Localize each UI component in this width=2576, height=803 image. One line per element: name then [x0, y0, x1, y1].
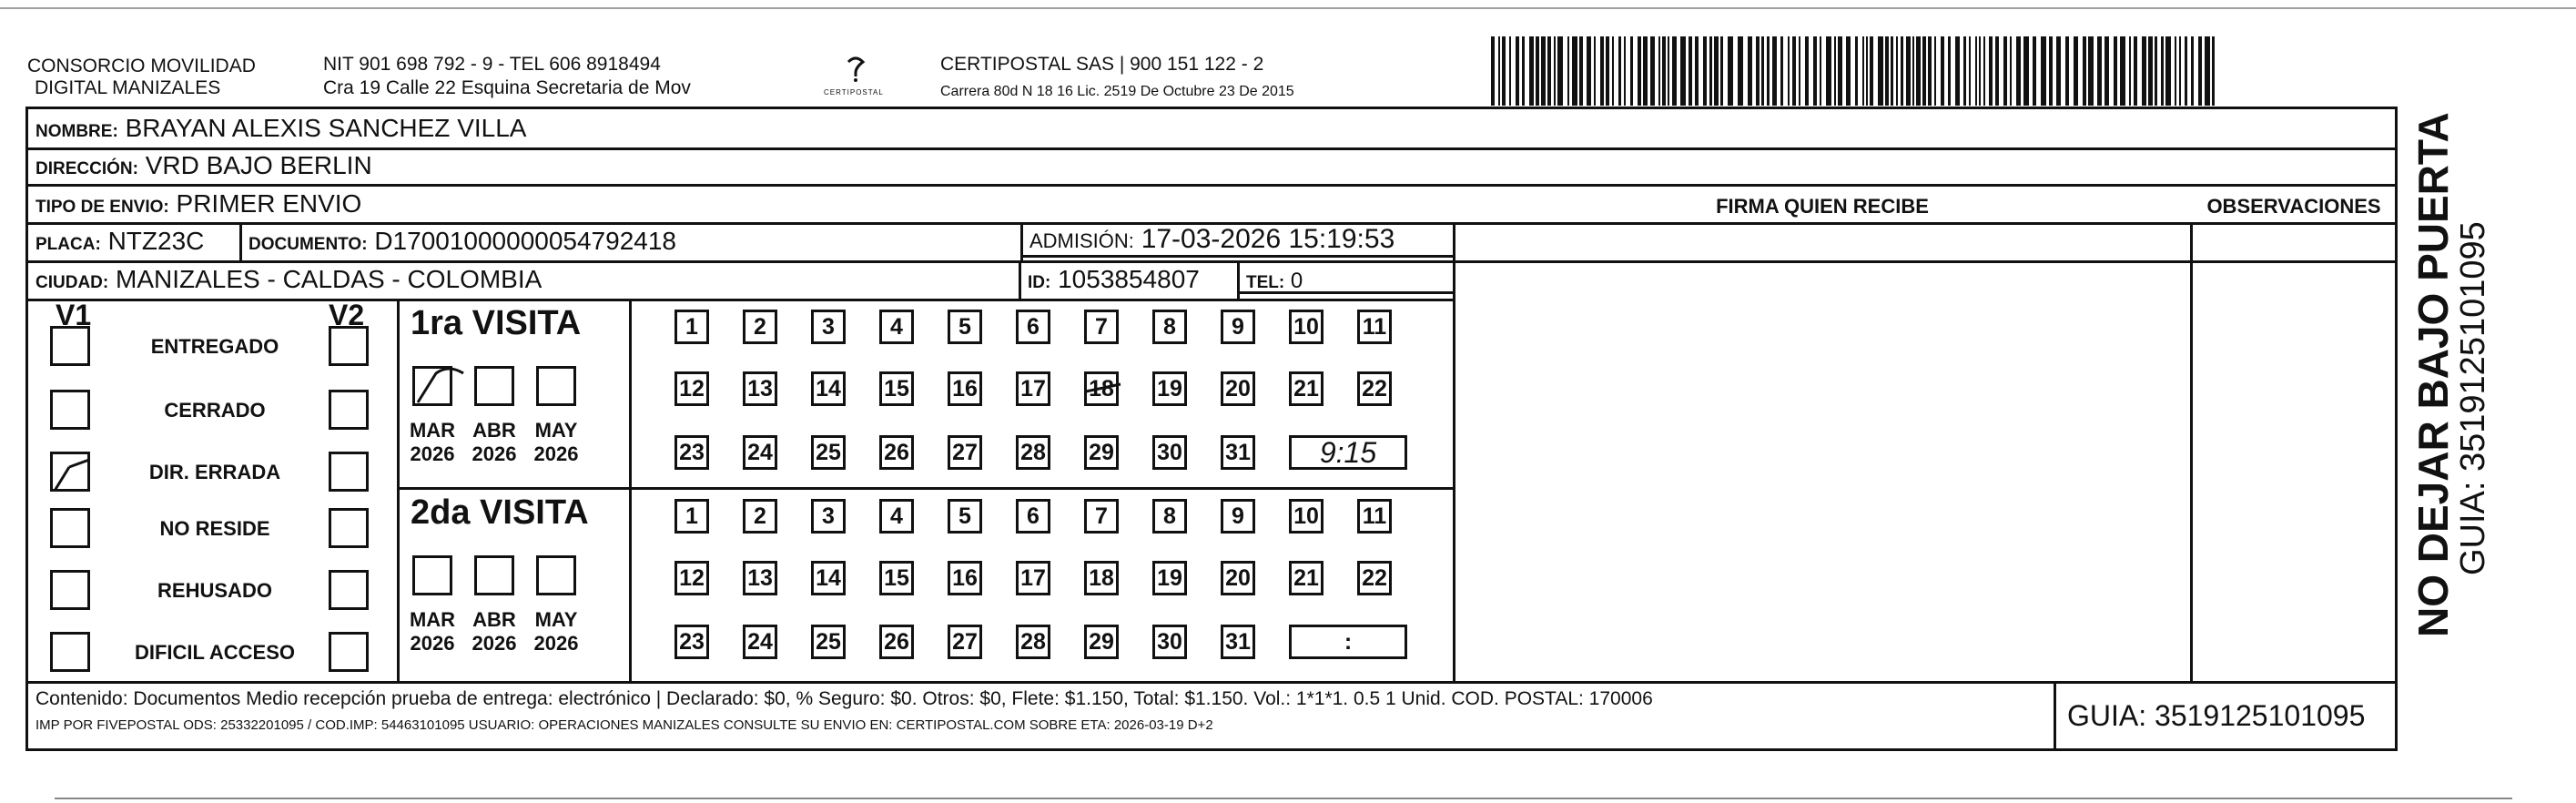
nombre-row	[35, 113, 526, 147]
tipo-value: PRIMER ENVIO	[176, 189, 362, 218]
day-box[interactable]: 26	[879, 435, 914, 470]
day-box[interactable]: 23	[674, 435, 709, 470]
barcode-bar	[2074, 36, 2078, 106]
barcode-bar	[1983, 36, 1985, 106]
day-box[interactable]: 12	[674, 561, 709, 595]
barcode-bar	[1606, 36, 1609, 106]
barcode-bar	[1772, 36, 1777, 106]
day-box[interactable]: 30	[1152, 435, 1187, 470]
status-option-label: DIR. ERRADA	[148, 461, 281, 483]
barcode-bar	[1820, 36, 1821, 106]
v1-header: V1	[56, 299, 92, 331]
barcode-bar	[1862, 36, 1864, 106]
barcode-bar	[2010, 36, 2012, 106]
barcode-bar	[2120, 36, 2125, 106]
v2-checkbox[interactable]	[329, 390, 369, 430]
day-box[interactable]: 18	[1084, 561, 1119, 595]
day-box[interactable]: 20	[1221, 561, 1255, 595]
v1-checkbox[interactable]	[50, 452, 90, 492]
day-box[interactable]: 21	[1289, 561, 1323, 595]
tel-value: 0	[1290, 269, 1303, 293]
barcode-bar	[1813, 36, 1817, 106]
barcode-bar	[2003, 36, 2007, 106]
barcode-bar	[2041, 36, 2046, 106]
month-checkbox[interactable]	[536, 555, 576, 595]
month-year-label	[467, 419, 522, 466]
status-option-label: CERRADO	[164, 399, 266, 422]
day-box[interactable]: 28	[1016, 435, 1050, 470]
barcode-bar	[1948, 36, 1951, 106]
barcode-bar	[1709, 36, 1712, 106]
day-box[interactable]: 27	[948, 435, 982, 470]
barcode-bar	[2033, 36, 2036, 106]
barcode-bar	[1594, 36, 1596, 106]
barcode-bar	[1846, 36, 1851, 106]
side-guia: GUIA: 3519125101095	[2454, 221, 2492, 575]
day-box[interactable]: 6	[1016, 499, 1050, 534]
barcode-bar	[2056, 36, 2061, 106]
barcode-bar	[1916, 36, 1921, 106]
barcode-bar	[1767, 36, 1770, 106]
month-year-label	[405, 608, 460, 656]
month-checkbox[interactable]	[474, 555, 514, 595]
contenido-line: Contenido: Documentos Medio recepción prueba de entrega: electrónico | Declarado: $0, % Seguro: $0. Otros: $0, Flete: $1.150, Total: $1.150. Vol.: 1*1*1. 0.5 1 Unid. COD. POSTAL: 170006	[35, 688, 1653, 709]
year-label: 2026	[410, 632, 455, 655]
month-year-label	[529, 419, 583, 466]
barcode-bar	[1878, 36, 1883, 106]
day-box[interactable]: 16	[948, 561, 982, 595]
barcode-bar	[1989, 36, 1993, 106]
barcode-bar	[1975, 36, 1977, 106]
placa-cell	[35, 226, 204, 260]
barcode-bar	[1896, 36, 1898, 106]
barcode-bar	[1720, 36, 1723, 106]
barcode-bar	[1579, 36, 1583, 106]
observaciones-label: OBSERVACIONES	[2206, 195, 2381, 218]
barcode-bar	[1587, 36, 1591, 106]
documento-value: D17001000000054792418	[374, 227, 676, 255]
tipo-row	[35, 188, 361, 223]
v1-checkbox[interactable]	[50, 632, 90, 672]
check-mark-icon	[53, 454, 93, 494]
second-visit-title: 2da VISITA	[411, 493, 589, 532]
month-year-label	[467, 608, 522, 656]
day-box[interactable]: 28	[1016, 625, 1050, 659]
month-label: MAY	[534, 419, 578, 442]
barcode-bar	[1547, 36, 1551, 106]
barcode-bar	[1658, 36, 1660, 106]
certipostal-line2: Carrera 80d N 18 16 Lic. 2519 De Octubre 23 De 2015	[940, 84, 1294, 99]
day-box[interactable]: 7	[1084, 499, 1119, 534]
barcode-bar	[1906, 36, 1911, 106]
nit-line: NIT 901 698 792 - 9 - TEL 606 8918494	[323, 54, 661, 75]
month-checkbox[interactable]	[474, 366, 514, 406]
day-box[interactable]: 31	[1221, 435, 1255, 470]
v2-checkbox[interactable]	[329, 326, 369, 366]
first-visit-title: 1ra VISITA	[411, 304, 582, 342]
day-box[interactable]: 2	[743, 310, 777, 344]
day-box[interactable]: 4	[879, 499, 914, 534]
barcode-bar	[2198, 36, 2202, 106]
barcode-bar	[1838, 36, 1842, 106]
direccion-label: DIRECCIÓN:	[35, 159, 138, 178]
barcode-bar	[2049, 36, 2053, 106]
barcode-bar	[1885, 36, 1889, 106]
month-label: MAR	[409, 419, 456, 442]
barcode-bar	[2065, 36, 2069, 106]
month-checkbox[interactable]	[536, 366, 576, 406]
barcode-bar	[1618, 36, 1621, 106]
address-line: Cra 19 Calle 22 Esquina Secretaria de Mov	[323, 77, 691, 98]
day-box[interactable]: 8	[1152, 499, 1187, 534]
barcode-bar	[2191, 36, 2194, 106]
barcode-bar	[2155, 36, 2157, 106]
check-mark-icon	[412, 366, 467, 406]
v1-checkbox[interactable]	[50, 390, 90, 430]
day-box[interactable]: 30	[1152, 625, 1187, 659]
barcode-bar	[1536, 36, 1539, 106]
barcode-bar	[2023, 36, 2029, 106]
tel-label: TEL:	[1246, 273, 1285, 292]
day-box[interactable]: 13	[743, 561, 777, 595]
day-box[interactable]: 20	[1221, 371, 1255, 406]
barcode-bar	[1834, 36, 1836, 106]
barcode-bar	[1866, 36, 1868, 106]
month-label: MAY	[534, 608, 578, 631]
barcode-bar	[1792, 36, 1796, 106]
barcode-bar	[2097, 36, 2102, 106]
barcode-bar	[1672, 36, 1677, 106]
barcode-bar	[1955, 36, 1960, 106]
company-name-line2: DIGITAL MANIZALES	[35, 77, 221, 98]
barcode-bar	[1695, 36, 1699, 106]
day-box[interactable]: 24	[743, 435, 777, 470]
day-box[interactable]: 29	[1084, 435, 1119, 470]
day-box[interactable]: 10	[1289, 310, 1323, 344]
day-box[interactable]: 14	[811, 371, 846, 406]
day-box[interactable]: 1	[674, 499, 709, 534]
company-name-line1: CONSORCIO MOVILIDAD	[27, 56, 256, 76]
barcode-bar	[1638, 36, 1641, 106]
day-box[interactable]: 7	[1084, 310, 1119, 344]
day-box[interactable]: 19	[1152, 371, 1187, 406]
day-box[interactable]: 21	[1289, 371, 1323, 406]
barcode-bar	[2205, 36, 2210, 106]
direccion-row	[35, 150, 372, 185]
barcode-bar	[1922, 36, 1926, 106]
barcode-bar	[1680, 36, 1686, 106]
status-option-label: NO RESIDE	[159, 517, 270, 540]
barcode-bar	[1541, 36, 1546, 106]
barcode-bar	[2179, 36, 2181, 106]
no-dejar-warning: NO DEJAR BAJO PUERTA	[2409, 112, 2457, 637]
barcode-bar	[1567, 36, 1569, 106]
v2-checkbox[interactable]	[329, 508, 369, 548]
day-box[interactable]: 2	[743, 499, 777, 534]
barcode-bar	[1624, 36, 1626, 106]
guia-footer: GUIA: 3519125101095	[2067, 699, 2366, 732]
v1-checkbox[interactable]	[50, 508, 90, 548]
barcode-bar	[2212, 36, 2215, 106]
day-box[interactable]: 15	[879, 561, 914, 595]
day-box[interactable]: 26	[879, 625, 914, 659]
barcode-bar	[1600, 36, 1604, 106]
month-label: ABR	[472, 419, 516, 442]
v1-checkbox[interactable]	[50, 570, 90, 610]
barcode-bar	[1516, 36, 1519, 106]
barcode-bar	[1870, 36, 1873, 106]
month-checkbox[interactable]	[412, 366, 452, 406]
placa-value: NTZ23C	[107, 227, 205, 255]
v1-checkbox[interactable]	[50, 326, 90, 366]
day-box[interactable]: 11	[1357, 499, 1392, 534]
day-box[interactable]: 9	[1221, 310, 1255, 344]
barcode-bar	[1703, 36, 1707, 106]
barcode-bar	[2142, 36, 2146, 106]
day-box[interactable]: 22	[1357, 371, 1392, 406]
day-box[interactable]: 12	[674, 371, 709, 406]
barcode-bar	[2148, 36, 2153, 106]
day-box[interactable]: 14	[811, 561, 846, 595]
barcode-bar	[1509, 36, 1511, 106]
barcode-bar	[2083, 36, 2086, 106]
day-box[interactable]: 24	[743, 625, 777, 659]
barcode-bar	[1643, 36, 1648, 106]
status-option-label: ENTREGADO	[150, 335, 279, 358]
tipo-label: TIPO DE ENVIO:	[35, 198, 169, 217]
imp-line: IMP POR FIVEPOSTAL ODS: 25332201095 / COD.IMP: 54463101095 USUARIO: OPERACIONES MANIZALES CONSULTE SU ENVIO EN: CERTIPOSTAL.COM SOBRE ETA: 2026-03-19 D+2	[35, 717, 1213, 733]
barcode-bar	[1891, 36, 1893, 106]
day-box[interactable]: 16	[948, 371, 982, 406]
day-box[interactable]: 3	[811, 310, 846, 344]
documento-label: DOCUMENTO:	[248, 235, 368, 254]
barcode-bar	[1491, 36, 1495, 106]
ciudad-label: CIUDAD:	[35, 273, 109, 292]
year-label: 2026	[533, 442, 579, 465]
documento-cell	[248, 226, 676, 260]
day-box[interactable]: 17	[1016, 561, 1050, 595]
month-year-label	[529, 608, 583, 656]
barcode-bar	[1572, 36, 1577, 106]
barcode-bar	[1912, 36, 1914, 106]
barcode-bar	[1630, 36, 1633, 106]
barcode-bar	[1612, 36, 1614, 106]
barcode-bar	[1761, 36, 1764, 106]
barcode-bar	[1714, 36, 1719, 106]
barcode-bar	[1788, 36, 1790, 106]
ciudad-cell	[35, 264, 542, 299]
day-box[interactable]: 4	[879, 310, 914, 344]
day-box[interactable]: 1	[674, 310, 709, 344]
year-label: 2026	[472, 632, 517, 655]
barcode-bar	[1557, 36, 1563, 106]
barcode-bar	[1502, 36, 1506, 106]
barcode-bar	[1799, 36, 1800, 106]
id-label: ID:	[1028, 273, 1051, 292]
day-box[interactable]: 17	[1016, 371, 1050, 406]
barcode-bar	[1826, 36, 1831, 106]
day-box[interactable]: 3	[811, 499, 846, 534]
barcode-bar	[1963, 36, 1966, 106]
day-box[interactable]: 23	[674, 625, 709, 659]
ciudad-value: MANIZALES - CALDAS - COLOMBIA	[116, 265, 543, 293]
day-box[interactable]: 22	[1357, 561, 1392, 595]
v2-header: V2	[329, 299, 365, 331]
id-cell	[1028, 264, 1200, 299]
id-value: 1053854807	[1058, 265, 1200, 293]
delivery-card	[25, 107, 2398, 751]
year-label: 2026	[410, 442, 455, 465]
barcode-bar	[2114, 36, 2117, 106]
barcode-bar	[1689, 36, 1692, 106]
day-box[interactable]: 18	[1084, 371, 1119, 406]
barcode-bar	[1650, 36, 1655, 106]
barcode-bar	[1738, 36, 1743, 106]
certipostal-line1: CERTIPOSTAL SAS | 900 151 122 - 2	[940, 54, 1264, 75]
admision-value: 17-03-2026 15:19:53	[1141, 224, 1395, 254]
v2-checkbox[interactable]	[329, 570, 369, 610]
tel-cell	[1246, 266, 1303, 299]
admision-label: ADMISIÓN:	[1029, 229, 1134, 252]
time-box[interactable]: 9:15	[1289, 435, 1407, 470]
month-checkbox[interactable]	[412, 555, 452, 595]
year-label: 2026	[533, 632, 579, 655]
day-box[interactable]: 27	[948, 625, 982, 659]
barcode-bar	[1780, 36, 1783, 106]
nombre-value: BRAYAN ALEXIS SANCHEZ VILLA	[125, 114, 527, 142]
logo-text: CERTIPOSTAL	[824, 88, 884, 97]
day-box[interactable]: 31	[1221, 625, 1255, 659]
barcode-bar	[1995, 36, 1999, 106]
barcode-bar	[2185, 36, 2187, 106]
direccion-value: VRD BAJO BERLIN	[145, 151, 372, 179]
admision-cell	[1029, 224, 1394, 257]
barcode-bar	[1756, 36, 1760, 106]
day-box[interactable]: 9	[1221, 499, 1255, 534]
barcode-bar	[2161, 36, 2164, 106]
barcode	[1491, 36, 2219, 106]
barcode-bar	[1969, 36, 1971, 106]
day-box[interactable]: 13	[743, 371, 777, 406]
month-year-label	[405, 419, 460, 466]
barcode-bar	[2134, 36, 2137, 106]
day-box[interactable]: 5	[948, 499, 982, 534]
barcode-bar	[2129, 36, 2131, 106]
time-box[interactable]: :	[1289, 625, 1407, 659]
barcode-bar	[2165, 36, 2171, 106]
firma-label: FIRMA QUIEN RECIBE	[1716, 195, 1929, 218]
barcode-bar	[2175, 36, 2176, 106]
barcode-bar	[1668, 36, 1669, 106]
day-box[interactable]: 29	[1084, 625, 1119, 659]
barcode-bar	[1855, 36, 1858, 106]
barcode-bar	[2016, 36, 2021, 106]
barcode-bar	[1748, 36, 1752, 106]
barcode-bar	[1934, 36, 1936, 106]
day-box[interactable]: 11	[1357, 310, 1392, 344]
day-box[interactable]: 19	[1152, 561, 1187, 595]
barcode-bar	[1941, 36, 1944, 106]
month-label: MAR	[409, 608, 456, 631]
barcode-bar	[1522, 36, 1525, 106]
day-box[interactable]: 8	[1152, 310, 1187, 344]
day-box[interactable]: 5	[948, 310, 982, 344]
v2-checkbox[interactable]	[329, 632, 369, 672]
barcode-bar	[1901, 36, 1903, 106]
day-box[interactable]: 6	[1016, 310, 1050, 344]
day-box[interactable]: 10	[1289, 499, 1323, 534]
barcode-bar	[1928, 36, 1932, 106]
barcode-bar	[2088, 36, 2094, 106]
barcode-bar	[1554, 36, 1556, 106]
month-label: ABR	[472, 608, 516, 631]
barcode-bar	[1805, 36, 1809, 106]
barcode-bar	[1728, 36, 1733, 106]
day-box[interactable]: 15	[879, 371, 914, 406]
v2-checkbox[interactable]	[329, 452, 369, 492]
barcode-bar	[2104, 36, 2109, 106]
year-label: 2026	[472, 442, 517, 465]
barcode-bar	[1662, 36, 1666, 106]
status-option-label: DIFICIL ACCESO	[134, 641, 295, 664]
day-box[interactable]: 25	[811, 625, 846, 659]
strike-mark-icon	[1084, 371, 1124, 406]
barcode-bar	[1498, 36, 1500, 106]
day-box[interactable]: 25	[811, 435, 846, 470]
status-option-label: REHUSADO	[157, 579, 272, 602]
nombre-label: NOMBRE:	[35, 122, 118, 141]
placa-label: PLACA:	[35, 235, 101, 254]
barcode-bar	[1529, 36, 1534, 106]
barcode-bar	[1979, 36, 1981, 106]
